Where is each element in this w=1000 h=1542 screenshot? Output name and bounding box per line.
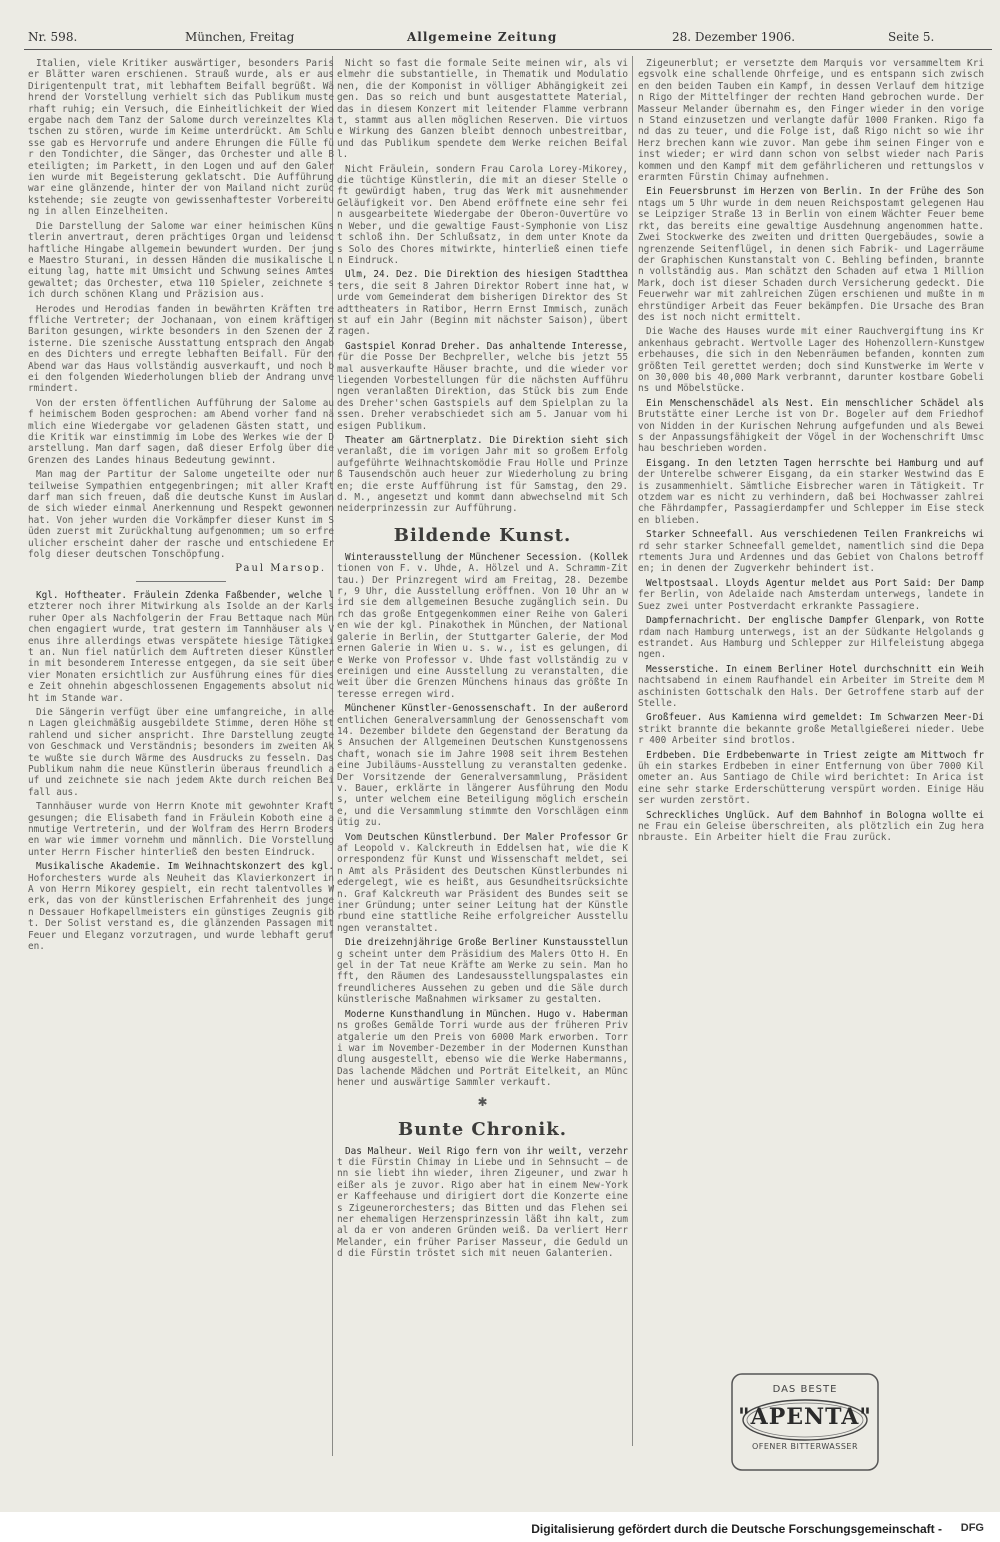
article-paragraph: Das Malheur. Weil Rigo fern von ihr weilt, verzehrt die Fürstin Chimay in Liebe und in Sehnsucht — denn sie liebt ihn wieder, ihren Zigeuner, und zwar heißer als je zuvor. Rigo aber hat in einem New-Yorker Kaffeehause und dirigiert dort die Konzerte eines Zigeunerorchesters; das Bitten und das Flehen seiner ehemaligen Herzensprinzessin läßt ihn kalt, zumal da er von anderen Gründen weiß. Da verliert Herr Melander, ein früher Pariser Masseur, die Geduld und die Fürstin tröstet sich mit neuen Galanterien. [337,1145,628,1260]
footer-credit: Digitalisierung gefördert durch die Deutsche Forschungsgemeinschaft - [531,1522,942,1536]
section-heading-visual-arts: Bildende Kunst. [393,524,572,546]
article-paragraph: Dampfernachricht. Der englische Dampfer Glenpark, von Rotterdam nach Hamburg unterwegs, ist an der Südkante Helgolands gestrandet. Aus Hamburg und Schlepper zur Hilfeleistung abgegangen. [638,615,984,661]
article-paragraph: Münchener Künstler-Genossenschaft. In der außerordentlichen Generalversammlung der Genossenschaft vom 14. Dezember bildete den Gegenstand der Beratung das Ansuchen der Allgemeinen Deutschen Kunstgenossenschaft, wonach sie im Jahre 1908 seit ihrem Bestehen eine Jubiläums-Ausstellung zu veranstalten gedenke. Der Vorsitzende der Generalversammlung, Präsident v. Bauer, erklärte in längerer Ausführung den Modus, unter welchem eine Beteiligung möglich erscheine, und die Versammlung stimmte den Vorschlägen einmütig zu. [337,703,628,829]
article-paragraph: Von der ersten öffentlichen Aufführung der Salome auf heimischem Boden gesprochen: am Abend vorher fand nämlich eine Wiedergabe vor geladenen Gästen statt, und die Kritik war einstimmig im Lobe des Werkes wie der Darstellung. Man darf sagen, daß dieser Erfolg über die Grenzen des Landes hinaus Bedeutung gewinnt. [28,397,334,466]
ad-subtitle: OFENER BITTERWASSER [751,1442,859,1451]
article-paragraph: Großfeuer. Aus Kamienna wird gemeldet: Im Schwarzen Meer-Distrikt brannte die bekannte große Metallgießerei nieder. Ueber 400 Arbeiter sind brotlos. [638,712,984,747]
article-paragraph: Vom Deutschen Künstlerbund. Der Maler Professor Graf Leopold v. Kalckreuth in Eddelsen hat, wie die Korrespondenz für Kunst und Wissenschaft meldet, sein Amt als Präsident des Deutschen Künstlerbundes niedergelegt, wie es heißt, aus Gesundheitsrücksichten. Graf Kalckreuth war Präsident des Bundes seit seiner Gründung; unter seiner Leitung hat der Künstlerbund eine stattliche Reihe erfolgreicher Ausstellungen veranstaltet. [337,831,628,934]
ad-tagline: DAS BESTE [772,1384,838,1395]
column-right [638,58,984,1108]
article-paragraph: Gastspiel Konrad Dreher. Das anhaltende Interesse, für die Posse Der Bechpreller, welche bis jetzt 55 mal ausverkaufte Häuser brachte, und die wieder vorliegenden Vorbestellungen für die nächsten Aufführungen veranlaßten Direktion, das Stück bis zum Ende des Dreher'schen Gastspiels auf dem Spielplan zu lassen. Dreher verabschiedet sich am 5. Januar vom hiesigen Publikum. [337,340,628,432]
column-left [28,58,334,1451]
article-paragraph: Die Wache des Hauses wurde mit einer Rauchvergiftung ins Krankenhaus gebracht. Wertvolle Lager des Hohenzollern-Kunstgewerbehauses, die sich in den Nebenräumen befanden, konnten zum größten Teil gerettet werden; doch sind Kunstwerke im Werte von 30,000 bis 40,000 Mark verbrannt, darunter kostbare Gobelins und Möbelstücke. [638,326,984,395]
digitization-footer [0,1512,1000,1542]
article-paragraph: Weltpostsaal. Lloyds Agentur meldet aus Port Said: Der Dampfer Berlin, von Adelaide nach Amsterdam unterwegs, landete in Suez zwei unter Postverdacht erkrankte Passagiere. [638,577,984,612]
article-paragraph: Ein Menschenschädel als Nest. Ein menschlicher Schädel als Brutstätte einer Lerche ist von Dr. Bogeler auf dem Friedhof von Nidden in der Kurischen Nehrung aufgefunden und als Beweis der Anpassungsfähigkeit der Vögel in der Wochenschrift Umschau beschrieben worden. [638,397,984,455]
page-number: Seite 5. [888,30,935,44]
page-header [0,30,1000,48]
apenta-advertisement [730,1372,880,1472]
article-paragraph: Nicht so fast die formale Seite meinen wir, als vielmehr die substantielle, in Thematik und Modulationen, die der Komponist in völliger Abhängigkeit zeigen. Das so reich und bunt ausgestattete Material, das in diesem Konzert mit leitender Flamme verbrannt, stammt aus allen möglichen Reserven. Die virtuose Wirkung des Ganzen bleibt dennoch unbestreitbar, und das Publikum spendete dem Werke reichen Beifall. [337,58,628,161]
article-paragraph: Schreckliches Unglück. Auf dem Bahnhof in Bologna wollte eine Frau ein Geleise überschreiten, als plötzlich ein Zug heranbrauste. Ein Arbeiter hielt die Frau zurück. [638,809,984,844]
star-separator: ✱ [477,1094,488,1109]
article-paragraph: Man mag der Partitur der Salome ungeteilte oder nur teilweise Sympathien entgegenbringen; mit aller Kraft darf man sich freuen, daß die deutsche Kunst im Auslande sich wieder einmal Anerkennung und Respekt gewonnen hat. Von jeher wurden die Vorkämpfer dieser Kunst im Süden zuerst mit Zurückhaltung aufgenommen; um so erfreulicher erscheint daher der rasche und entschiedene Erfolg dieser deutschen Tonschöpfung. [28,469,334,561]
place-day: München, Freitag [185,30,295,44]
article-paragraph: Italien, viele Kritiker auswärtiger, besonders Pariser Blätter waren erschienen. Strauß wurde, als er aus Dirigentenpult trat, mit lebhaftem Beifall begrüßt. Während der Vorstellung verhielt sich das Publikum musterhaft ruhig; ein Versuch, die Einheitlichkeit der Wiedergabe nach dem Tanz der Salome durch vereinzeltes Klatschen zu stören, wurde im Keime unterdrückt. Am Schlusse gab es Hervorrufe und andere Ehrungen die Fülle für den Tondichter, die Sänger, das Orchester und alle Beteiligten; im Parkett, in den Logen und auf den Galerien wurde mit Begeisterung geklatscht. Die Aufführung war eine glänzende, hinter der von Mailand nicht zurückstehende; sie zeugte von gewissenhaftester Vorbereitung in allen Einzelheiten. [28,58,334,218]
article-paragraph: Starker Schneefall. Aus verschiedenen Teilen Frankreichs wird sehr starker Schneefall gemeldet, namentlich sind die Departements Jura und Ardennes und das Gebiet von Chalons betroffen; in denen der Zugverkehr behindert ist. [638,529,984,575]
article-paragraph: Nicht Fräulein, sondern Frau Carola Lorey-Mikorey, die tüchtige Künstlerin, die mit an dieser Stelle oft gewürdigt haben, trug das Werk mit ausnehmender Geläufigkeit vor. Den Abend eröffnete eine sehr fein ausgearbeitete Wiedergabe der Oberon-Ouvertüre von Weber, und die gewaltige Faust-Symphonie von Liszt schloß ihn. Der Schlußsatz, in dem unter Knote das Solo des Chores mitwirkte, hinterließ einen tiefen Eindruck. [337,163,628,266]
article-paragraph: Die dreizehnjährige Große Berliner Kunstausstellung scheint unter dem Präsidium des Malers Otto H. Engel in der Tat neue Kräfte am Werke zu sein. Man hofft, den Räumen des Landesausstellungspalastes ein freundlicheres Aussehen zu geben und die Säle durch künstlerische Maßnahmen wirksamer zu gestalten. [337,937,628,1006]
article-paragraph: Die Sängerin verfügt über eine umfangreiche, in allen Lagen gleichmäßig ausgebildete Stimme, deren Höhe strahlend und sicher anspricht. Ihre Darstellung zeugte von Geschmack und Verständnis; besonders im zweiten Akte wußte sie durch Wärme des Ausdrucks zu fesseln. Das Publikum nahm die neue Künstlerin überaus freundlich auf und zeichnete sie nach jedem Akte durch reichen Beifall aus. [28,706,334,798]
article-paragraph: Kgl. Hoftheater. Fräulein Zdenka Faßbender, welche letzterer noch ihrer Mitwirkung als Isolde an der Karlsruher Oper als Nachfolgerin der Frau Bettaque nach München engagiert wurde, trat gestern im Tannhäuser als Venus ihre allerdings etwas verspätete hiesige Tätigkeit an. Nun fiel natürlich dem Auftreten dieser Künstlerin mit besonderem Interesse entgegen, da sie seit über vier Monaten ersichtlich zur Ausführung eines für diese Zeit ohnehin abgeschlossenen Engagements absolut nicht im Stande war. [28,589,334,704]
article-paragraph: Messerstiche. In einem Berliner Hotel durchschnitt ein Weihnachtsabend in einem Raufhandel ein Arbeiter im Streite dem Maschinisten Gottschalk den Hals. Der Getroffene starb auf der Stelle. [638,663,984,709]
dfg-logo-text: DFG [960,1522,984,1534]
article-paragraph: Zigeunerblut; er versetzte dem Marquis vor versammeltem Kriegsvolk eine schallende Ohrfeige, und es entspann sich zwischen den beiden Tauben ein Kampf, in dessen Verlauf dem hitzigen Rigo der Mittelfinger der rechten Hand gebrochen wurde. Der Masseur Melander übernahm es, den Finger wieder in den vorigen Stand einzusetzen und verlangte dafür 1000 Franken. Rigo fand das zu teuer, und die Folge ist, daß Rigo nicht so wie ihr Herz brechen kann wie zuvor. Man gebe ihm seinen Finger von einst wieder; er wird dann schon von selbst wieder nach Paris kommen und den Kampf mit dem gefährlicheren und rettungslos verarmten Fürstin Chimay aufnehmen. [638,58,984,184]
article-paragraph: Tannhäuser wurde von Herrn Knote mit gewohnter Kraft gesungen; die Elisabeth fand in Fräulein Koboth eine anmutige Vertreterin, und der Wolfram des Herrn Brodersen war wie immer vornehm und männlich. Die Vorstellung unter Herrn Fischer hinterließ den besten Eindruck. [28,801,334,858]
newspaper-title: Allgemeine Zeitung [407,30,558,44]
column-middle [337,58,628,1441]
author-signature: Paul Marsop. [235,563,326,575]
article-paragraph: Winterausstellung der Münchener Secession. (Kollektionen von F. v. Uhde, A. Hölzel und A. Schramm-Zittau.) Der Prinzregent wird am Freitag, 28. Dezember, 9 Uhr, die Ausstellung eröffnen. Von 10 Uhr an wird sie dem allgemeinen Besuche zugänglich sein. Durch das große Entgegenkommen einer Reihe von Galerien wie der kgl. Pinakothek in München, der Nationalgalerie in Berlin, der Stuttgarter Galerie, der Modernen Galerie in Wien u. s. w., ist es gelungen, die Werke von Professor v. Uhde fast vollständig zu vereinigen und eine Ausstellung zu veranstalten, die weit über die Grenzen Münchens hinaus das größte Interesse erregen wird. [337,551,628,700]
article-paragraph: Musikalische Akademie. Im Weihnachtskonzert des kgl. Hoforchesters wurde als Neuheit das Klavierkonzert in A von Herrn Mikorey gespielt, ein recht talentvolles Werk, das von der künstlerischen Erfahrenheit des jungen Dessauer Hofkapellmeisters ein günstiges Zeugnis gibt. Der Solist verstand es, die glänzenden Passagen mit Feuer und Eleganz vorzutragen, und wurde lebhaft gerufen. [28,861,334,953]
article-paragraph: Ein Feuersbrunst im Herzen von Berlin. In der Frühe des Sonntags um 5 Uhr wurde in dem neuen Reichspostamt gelegenen Hause Leipziger Straße 13 in Berlin von einem Wächter Feuer bemerkt, das bereits eine gewaltige Ausdehnung angenommen hatte. Zwei Stockwerke des zweiten und dritten Quergebäudes, sowie angrenzende Seitenflügel, in denen sich Fabrik- und Lagerräume der Graphischen Kunstanstalt von C. Behling befinden, brannten vollständig aus. Man schätzt den Schaden auf etwa 1 Million Mark, doch ist dieser Schaden durch Versicherung gedeckt. Die Feuerwehr war mit zahlreichen Zügen erschienen und mußte in mehrstündiger Arbeit das Feuer bekämpfen. Die Ursache des Brandes ist noch nicht ermittelt. [638,186,984,323]
article-paragraph: Moderne Kunsthandlung in München. Hugo v. Habermanns großes Gemälde Torri wurde aus der früheren Privatgalerie um den Preis von 6000 Mark erworben. Torri war im November-Dezember in der Modernen Kunsthandlung ausgestellt, ebenso wie die Werke Habermanns, Das lachende Mädchen und Porträt Eitelkeit, an Münchener und auswärtige Sammler verkauft. [337,1008,628,1089]
article-divider [136,581,226,582]
ad-brand-name: "APENTA" [738,1404,872,1430]
section-heading-chronicle: Bunte Chronik. [398,1118,567,1140]
header-rule [24,49,992,50]
article-paragraph: Theater am Gärtnerplatz. Die Direktion sieht sich veranlaßt, die im vorigen Jahr mit so großem Erfolg aufgeführte Weihnachtskomödie Frau Holle und Prinzeß Tausendschön auch heuer zur Wiederholung zu bringen; die erste Aufführung ist für Samstag, den 29. d. M., angesetzt und kommt dann abwechselnd mit Schneiderprinzessin zur Aufführung. [337,435,628,515]
article-paragraph: Ulm, 24. Dez. Die Direktion des hiesigen Stadttheaters, die seit 8 Jahren Direktor Robert inne hat, wurde vom Gemeinderat dem bisherigen Direktor des Stadttheaters in Ratibor, Herrn Ernst Immisch, zunächst auf ein Jahr (Beginn mit nächster Saison), übertragen. [337,269,628,338]
article-paragraph: Die Darstellung der Salome war einer heimischen Künstlerin anvertraut, deren prächtiges Organ und leidenschaftliche Hingabe allgemein bewundert wurden. Der junge Maestro Sturani, in dessen Händen die musikalische Leitung lag, hatte mit Umsicht und Schwung seines Amtes gewaltet; das Orchester, etwa 110 Spieler, zeichnete sich durch schönen Klang und Präzision aus. [28,220,334,301]
column-rule [632,56,633,1446]
issue-number: Nr. 598. [28,30,78,44]
article-paragraph: Herodes und Herodias fanden in bewährten Kräften treffliche Vertreter; der Jochanaan, von einem kräftigen Bariton gesungen, wirkte besonders in den Szenen der Zisterne. Die szenische Ausstattung entsprach den Angaben des Dichters und erregte lebhaften Beifall. Für den Abend war das Haus vollständig ausverkauft, und noch bei den folgenden Wiederholungen blieb der Andrang unvermindert. [28,303,334,395]
article-paragraph: Erdbeben. Die Erdbebenwarte in Triest zeigte am Mittwoch früh ein starkes Erdbeben in einer Entfernung von über 7000 Kilometer an. Aus Santiago de Chile wird berichtet: In Arica ist eine sehr starke Erderschütterung verspürt worden. Einige Häuser wurden zerstört. [638,749,984,807]
issue-date: 28. Dezember 1906. [672,30,796,44]
article-paragraph: Eisgang. In den letzten Tagen herrschte bei Hamburg und auf der Unterelbe schwerer Eisgang, da ein starker Westwind das Eis zusammenhielt. Sämtliche Eisbrecher waren in Tätigkeit. Trotzdem war es nicht zu verhindern, daß bei Hochwasser zahlreiche Fährdampfer, Passagierdampfer und Schlepper im Eise stecken blieben. [638,457,984,526]
